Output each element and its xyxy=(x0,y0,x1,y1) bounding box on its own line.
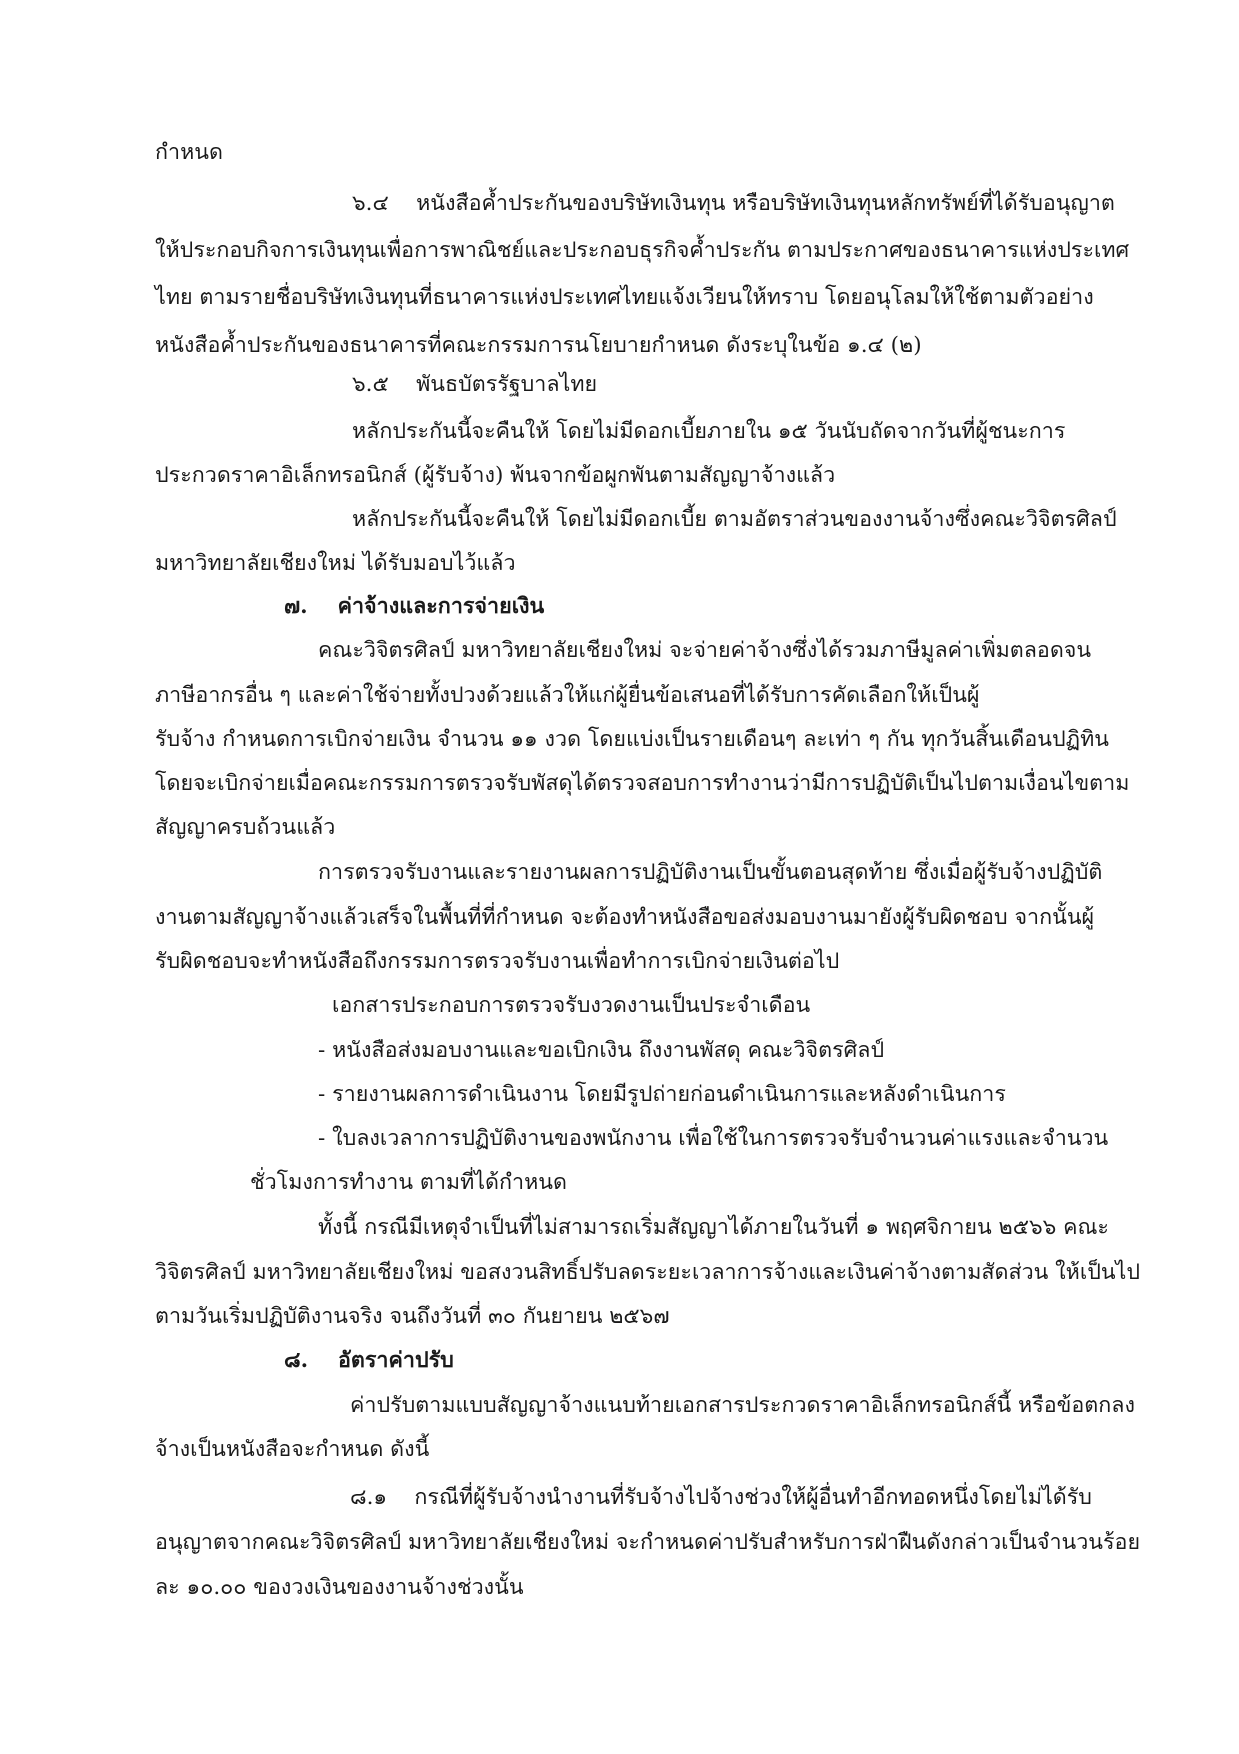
clause-6-4: ๖.๔ หนังสือค้ำประกันของบริษัทเงินทุน หรือบริษัทเงินทุนหลักทรัพย์ที่ได้รับอนุญาต xyxy=(352,191,1115,216)
list-item: - หนังสือส่งมอบงานและขอเบิกเงิน ถึงงานพัสดุ คณะวิจิตรศิลป์ xyxy=(318,1038,885,1063)
text-line: กำหนด xyxy=(155,140,223,165)
text-line: รับจ้าง กำหนดการเบิกจ่ายเงิน จำนวน ๑๑ งวด โดยแบ่งเป็นรายเดือนๆ ละเท่า ๆ กัน ทุกวันสิ้นเดือนปฏิทิน xyxy=(155,727,1109,752)
text-line: คณะวิจิตรศิลป์ มหาวิทยาลัยเชียงใหม่ จะจ่ายค่าจ้างซึ่งได้รวมภาษีมูลค่าเพิ่มตลอดจน xyxy=(318,638,1092,663)
clause-8-1: ๘.๑ กรณีที่ผู้รับจ้างนำงานที่รับจ้างไปจ้างช่วงให้ผู้อื่นทำอีกทอดหนึ่งโดยไม่ได้รับ xyxy=(350,1485,1092,1510)
text-line: โดยจะเบิกจ่ายเมื่อคณะกรรมการตรวจรับพัสดุได้ตรวจสอบการทำงานว่ามีการปฏิบัติเป็นไปตามเงื่อนไขตาม xyxy=(155,771,1130,796)
text-line: ทั้งนี้ กรณีมีเหตุจำเป็นที่ไม่สามารถเริ่มสัญญาได้ภายในวันที่ ๑ พฤศจิกายน ๒๕๖๖ คณะ xyxy=(318,1215,1109,1240)
text-line: ตามวันเริ่มปฏิบัติงานจริง จนถึงวันที่ ๓๐ กันยายน ๒๕๖๗ xyxy=(155,1304,670,1329)
clause-6-5: ๖.๕ พันธบัตรรัฐบาลไทย xyxy=(352,372,598,397)
section-7-heading: ๗. ค่าจ้างและการจ่ายเงิน xyxy=(284,594,545,619)
section-8-heading: ๘. อัตราค่าปรับ xyxy=(284,1348,454,1373)
text-line: เอกสารประกอบการตรวจรับงวดงานเป็นประจำเดือน xyxy=(332,993,811,1018)
text-line: อนุญาตจากคณะวิจิตรศิลป์ มหาวิทยาลัยเชียงใหม่ จะกำหนดค่าปรับสำหรับการฝ่าฝืนดังกล่าวเป็นจำนวนร้อย xyxy=(155,1530,1141,1555)
text-line: ละ ๑๐.๐๐ ของวงเงินของงานจ้างช่วงนั้น xyxy=(155,1575,524,1600)
text-line: จ้างเป็นหนังสือจะกำหนด ดังนี้ xyxy=(155,1437,430,1462)
text-line: ภาษีอากรอื่น ๆ และค่าใช้จ่ายทั้งปวงด้วยแล้วให้แก่ผู้ยื่นข้อเสนอที่ได้รับการคัดเลือกให้เป็นผู้ xyxy=(155,683,980,708)
text-line: ให้ประกอบกิจการเงินทุนเพื่อการพาณิชย์และประกอบธุรกิจค้ำประกัน ตามประกาศของธนาคารแห่งประเทศ xyxy=(155,238,1130,263)
text-line: การตรวจรับงานและรายงานผลการปฏิบัติงานเป็นขั้นตอนสุดท้าย ซึ่งเมื่อผู้รับจ้างปฏิบัติ xyxy=(318,860,1103,885)
text-line: ไทย ตามรายชื่อบริษัทเงินทุนที่ธนาคารแห่งประเทศไทยแจ้งเวียนให้ทราบ โดยอนุโลมให้ใช้ตามตัวอย่าง xyxy=(155,285,1094,310)
text-line: มหาวิทยาลัยเชียงใหม่ ได้รับมอบไว้แล้ว xyxy=(155,551,516,576)
text-line: ค่าปรับตามแบบสัญญาจ้างแนบท้ายเอกสารประกวดราคาอิเล็กทรอนิกส์นี้ หรือข้อตกลง xyxy=(350,1393,1135,1418)
text-line: สัญญาครบถ้วนแล้ว xyxy=(155,815,336,840)
text-line: ชั่วโมงการทำงาน ตามที่ได้กำหนด xyxy=(250,1170,567,1195)
text-line: ประกวดราคาอิเล็กทรอนิกส์ (ผู้รับจ้าง) พ้นจากข้อผูกพันตามสัญญาจ้างแล้ว xyxy=(155,463,836,488)
text-line: หลักประกันนี้จะคืนให้ โดยไม่มีดอกเบี้ยภายใน ๑๕ วันนับถัดจากวันที่ผู้ชนะการ xyxy=(352,419,1066,444)
text-line: รับผิดชอบจะทำหนังสือถึงกรรมการตรวจรับงานเพื่อทำการเบิกจ่ายเงินต่อไป xyxy=(155,949,840,974)
text-line: หนังสือค้ำประกันของธนาคารที่คณะกรรมการนโยบายกำหนด ดังระบุในข้อ ๑.๔ (๒) xyxy=(155,333,922,358)
list-item: - รายงานผลการดำเนินงาน โดยมีรูปถ่ายก่อนดำเนินการและหลังดำเนินการ xyxy=(318,1082,1006,1107)
text-line: งานตามสัญญาจ้างแล้วเสร็จในพื้นที่ที่กำหนด จะต้องทำหนังสือขอส่งมอบงานมายังผู้รับผิดชอบ จากนั้นผู้ xyxy=(155,905,1095,930)
text-line: หลักประกันนี้จะคืนให้ โดยไม่มีดอกเบี้ย ตามอัตราส่วนของงานจ้างซึ่งคณะวิจิตรศิลป์ xyxy=(352,507,1117,532)
text-line: วิจิตรศิลป์ มหาวิทยาลัยเชียงใหม่ ขอสงวนสิทธิ์ปรับลดระยะเวลาการจ้างและเงินค่าจ้างตามสัดส่วน ให้เป็นไป xyxy=(155,1260,1141,1285)
list-item: - ใบลงเวลาการปฏิบัติงานของพนักงาน เพื่อใช้ในการตรวจรับจำนวนค่าแรงและจำนวน xyxy=(318,1126,1109,1151)
